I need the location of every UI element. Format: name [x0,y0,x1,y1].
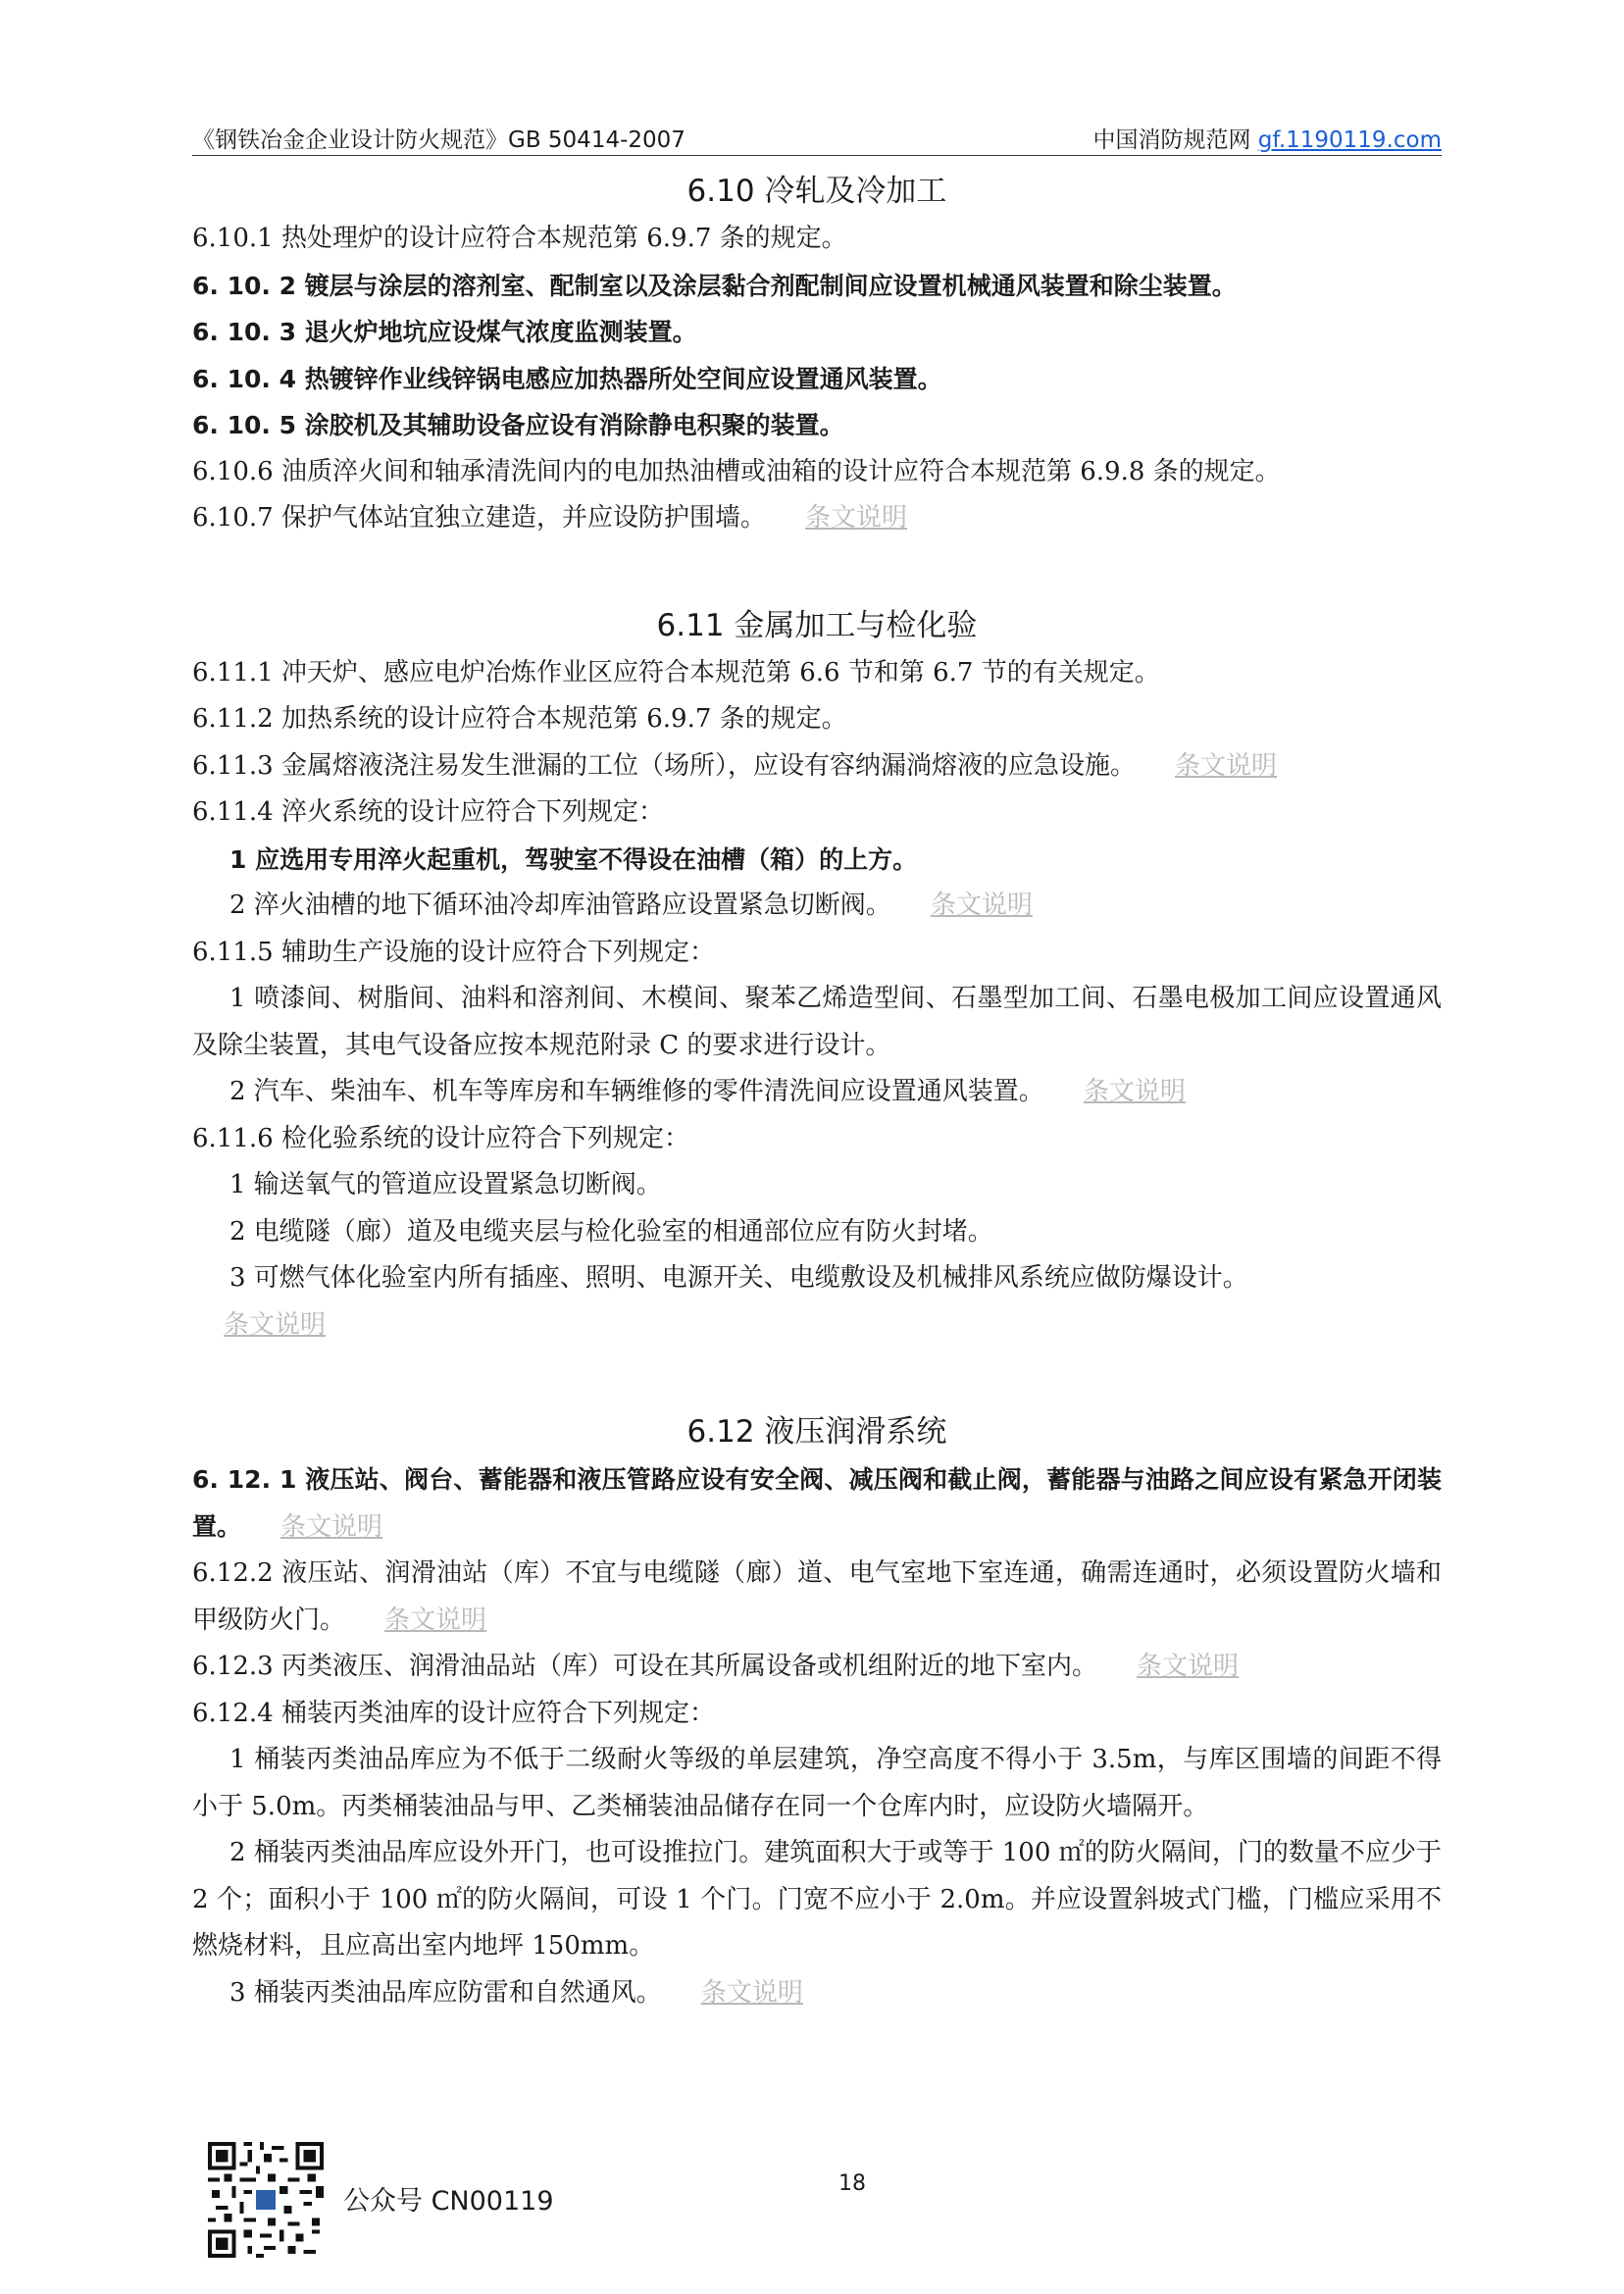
clause-6-11-5-item-1: 1 喷漆间、树脂间、油料和溶剂间、木模间、聚苯乙烯造型间、石墨型加工间、石墨电极加工间应设置通风及除尘装置，其电气设备应按本规范附录 C 的要求进行设计。 [192,984,1442,1060]
explanation-link[interactable]: 条文说明 [224,1309,327,1340]
section-title-6-12: 6.12 液压润滑系统 [686,1414,947,1450]
page-header [192,116,1442,156]
clause-6-10-7-text: 6.10.7 保护气体站宜独立建造，并应设防护围墙。 [192,503,766,533]
clause-6-11-6-item-3: 3 可燃气体化验室内所有插座、照明、电源开关、电缆敷设及机械排风系统应做防爆设计。 [229,1263,1248,1293]
clause-6-11-2: 6.11.2 加热系统的设计应符合本规范第 6.9.7 条的规定。 [192,704,847,734]
explanation-link[interactable]: 条文说明 [280,1511,383,1542]
qr-code-image [208,2142,324,2258]
clause-6-11-3-text: 6.11.3 金属熔液浇注易发生泄漏的工位（场所），应设有容纳漏淌熔液的应急设施。 [192,750,1136,781]
clause-6-12-4: 6.12.4 桶装丙类油库的设计应符合下列规定： [192,1698,715,1728]
page-content [192,167,1442,2016]
clause-6-11-3 [192,743,1442,790]
page-number: 18 [838,2171,866,2196]
document-title: 《钢铁冶金企业设计防火规范》GB 50414-2007 [192,127,685,153]
clause-6-12-2 [192,1551,1442,1644]
clause-6-12-4-item-3 [192,1970,1442,2017]
clause-6-11-1: 6.11.1 冲天炉、感应电炉冶炼作业区应符合本规范第 6.6 节和第 6.7 节的有关规定。 [192,657,1160,688]
site-credit [1092,122,1442,154]
clause-6-10-6: 6.10.6 油质淬火间和轴承清洗间内的电加热油槽或油箱的设计应符合本规范第 6.9.8 条的规定。 [192,456,1281,486]
clause-6-12-2-text: 6.12.2 液压站、润滑油站（库）不宜与电缆隧（廊）道、电气室地下室连通，确需连通时，必须设置防火墙和甲级防火门。 [192,1558,1442,1635]
clause-6-11-4-item-1: 1 应选用专用淬火起重机，驾驶室不得设在油槽（箱）的上方。 [229,844,918,874]
clause-6-10-3: 6. 10. 3 退火炉地坑应设煤气浓度监测装置。 [192,318,697,346]
clause-6-12-1-text: 6. 12. 1 液压站、阀台、蓄能器和液压管路应设有安全阀、减压阀和截止阀，蓄能器与油路之间应设有紧急开闭装置。 [192,1465,1442,1541]
clause-6-10-2: 6. 10. 2 镀层与涂层的溶剂室、配制室以及涂层黏合剂配制间应设置机械通风装置和除尘装置。 [192,271,1237,300]
clause-6-12-4-item-2: 2 桶装丙类油品库应设外开门，也可设推拉门。建筑面积大于或等于 100 ㎡的防火隔间，门的数量不应少于 2 个；面积小于 100 ㎡的防火隔间，可设 1 个门。门宽不应小于 2.0m。并应设置斜坡式门槛，门槛应采用不燃烧材料，且应高出室内地坪 150mm。 [192,1838,1442,1961]
explanation-link[interactable]: 条文说明 [804,503,907,533]
explanation-link[interactable]: 条文说明 [930,891,1033,920]
clause-6-11-5-item-2 [192,1069,1442,1116]
clause-6-12-3 [192,1644,1442,1691]
explanation-link[interactable]: 条文说明 [384,1605,487,1635]
clause-6-10-1: 6.10.1 热处理炉的设计应符合本规范第 6.9.7 条的规定。 [192,224,847,253]
clause-6-12-4-item-1: 1 桶装丙类油品库应为不低于二级耐火等级的单层建筑，净空高度不得小于 3.5m，与库区围墙的间距不得小于 5.0m。丙类桶装油品与甲、乙类桶装油品储存在同一个仓库内时，应设防火墙隔开。 [192,1745,1442,1821]
section-title-6-11: 6.11 金属加工与检化验 [656,607,978,643]
clause-6-11-5-item-2-text: 2 汽车、柴油车、机车等库房和车辆维修的零件清洗间应设置通风装置。 [229,1077,1044,1106]
clause-6-11-6-item-2: 2 电缆隧（廊）道及电缆夹层与检化验室的相通部位应有防火封堵。 [229,1216,993,1247]
explanation-link[interactable]: 条文说明 [1083,1077,1186,1106]
clause-6-12-1 [192,1456,1442,1551]
explanation-link[interactable]: 条文说明 [1174,750,1277,781]
clause-6-12-3-text: 6.12.3 丙类液压、润滑油品站（库）可设在其所属设备或机组附近的地下室内。 [192,1652,1097,1681]
explanation-link[interactable]: 条文说明 [700,1977,803,2008]
wechat-account: 公众号 CN00119 [343,2186,554,2217]
clause-6-11-6-item-1: 1 输送氧气的管道应设置紧急切断阀。 [229,1170,662,1199]
site-name: 中国消防规范网 [1092,127,1251,153]
explanation-link[interactable]: 条文说明 [1136,1652,1239,1681]
clause-6-10-5: 6. 10. 5 涂胶机及其辅助设备应设有消除静电积聚的装置。 [192,411,844,439]
clause-6-10-7 [192,495,1442,542]
clause-6-10-4: 6. 10. 4 热镀锌作业线锌锅电感应加热器所处空间应设置通风装置。 [192,364,942,393]
explanation-row [192,1302,1442,1350]
clause-6-11-4-item-2 [192,883,1442,930]
clause-6-11-5: 6.11.5 辅助生产设施的设计应符合下列规定： [192,937,715,967]
site-link[interactable]: gf.1190119.com [1257,127,1442,153]
section-title-6-10: 6.10 冷轧及冷加工 [686,174,947,209]
clause-6-11-4: 6.11.4 淬火系统的设计应符合下列规定： [192,797,664,827]
clause-6-11-6: 6.11.6 检化验系统的设计应符合下列规定： [192,1123,689,1153]
clause-6-11-4-item-2-text: 2 淬火油槽的地下循环油冷却库油管路应设置紧急切断阀。 [229,891,891,920]
clause-6-12-4-item-3-text: 3 桶装丙类油品库应防雷和自然通风。 [229,1977,662,2008]
